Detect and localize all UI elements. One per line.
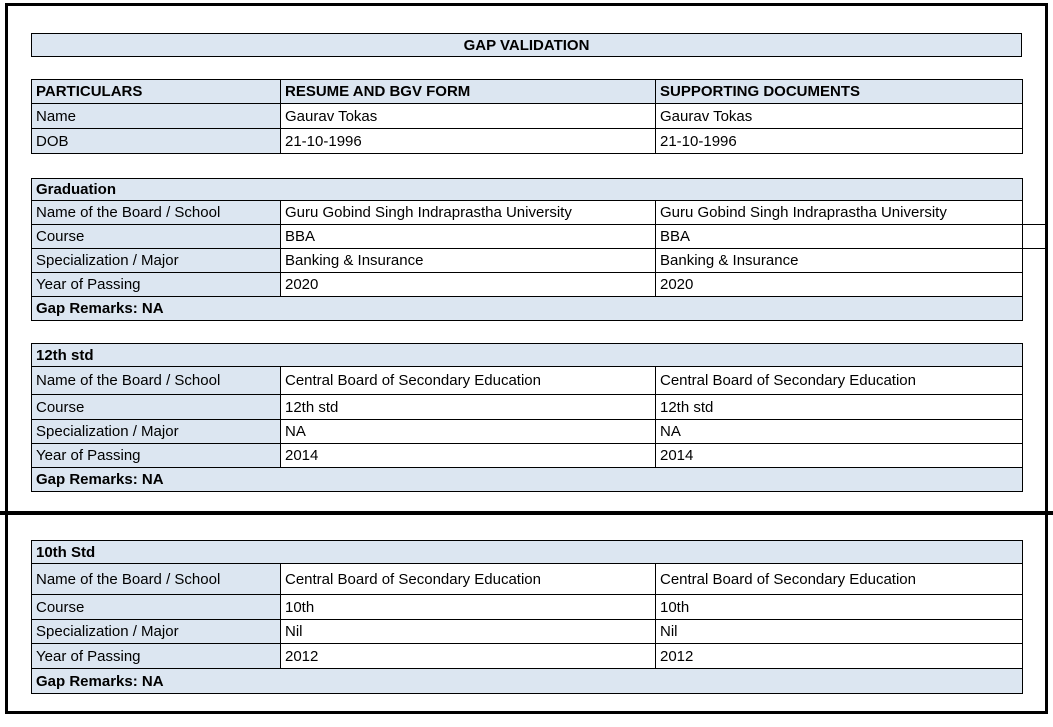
table-row-dob [32,129,1023,154]
row-label: Specialization / Major [32,420,281,444]
row-label: Year of Passing [32,444,281,468]
supporting-value: 2012 [656,644,1023,669]
resume-value: Central Board of Secondary Education [281,564,656,595]
section-header-row [32,179,1023,201]
resume-value: 2012 [281,644,656,669]
gap-remarks-row [32,468,1023,492]
resume-value: 12th std [281,395,656,420]
table-row-year [32,273,1023,297]
table-row-course [32,595,1023,620]
row-label: DOB [32,129,281,154]
row-label: Specialization / Major [32,249,281,273]
resume-header-cell: RESUME AND BGV FORM [281,80,656,104]
section-title: Graduation [32,179,1023,201]
row-label: Name [32,104,281,129]
gap-remarks: Gap Remarks: NA [32,468,1023,492]
row-label: Year of Passing [32,273,281,297]
resume-value: NA [281,420,656,444]
table-row-year [32,644,1023,669]
supporting-value: Gaurav Tokas [656,104,1023,129]
resume-value: 21-10-1996 [281,129,656,154]
section-header-row [32,344,1023,367]
tenth-std-section-table [31,540,1023,694]
section-header-row [32,541,1023,564]
supporting-value: Nil [656,620,1023,644]
supporting-value: Guru Gobind Singh Indraprastha University [656,201,1023,225]
identity-header-row [32,80,1023,104]
section-title: 12th std [32,344,1023,367]
gap-remarks-row [32,297,1023,321]
resume-value: Gaurav Tokas [281,104,656,129]
table-row-specialization [32,420,1023,444]
supporting-value: 10th [656,595,1023,620]
row-label: Name of the Board / School [32,201,281,225]
supporting-value: Central Board of Secondary Education [656,367,1023,395]
document-title [31,33,1022,57]
table-row-specialization [32,249,1023,273]
row-label: Course [32,225,281,249]
page-break-divider [0,511,1053,515]
row-label: Name of the Board / School [32,367,281,395]
row-label: Course [32,595,281,620]
supporting-value: NA [656,420,1023,444]
resume-value: Guru Gobind Singh Indraprastha University [281,201,656,225]
table-row-name [32,104,1023,129]
table-row-board [32,367,1023,395]
identity-table [31,79,1023,154]
table-overflow-line-bottom [1022,248,1048,249]
graduation-section-table [31,178,1023,321]
row-label: Year of Passing [32,644,281,669]
supporting-value: 12th std [656,395,1023,420]
supporting-value: 21-10-1996 [656,129,1023,154]
twelfth-std-section-table [31,343,1023,492]
supporting-value: 2014 [656,444,1023,468]
document-title-text: GAP VALIDATION [463,36,590,54]
row-label: Specialization / Major [32,620,281,644]
table-overflow-line-top [1022,224,1048,225]
supporting-value: Central Board of Secondary Education [656,564,1023,595]
table-row-year [32,444,1023,468]
row-label: Name of the Board / School [32,564,281,595]
gap-remarks: Gap Remarks: NA [32,669,1023,694]
row-label: Course [32,395,281,420]
resume-value: 10th [281,595,656,620]
resume-value: Central Board of Secondary Education [281,367,656,395]
supporting-value: BBA [656,225,1023,249]
resume-value: Nil [281,620,656,644]
table-row-course [32,225,1023,249]
supporting-value: Banking & Insurance [656,249,1023,273]
table-row-board [32,201,1023,225]
resume-value: BBA [281,225,656,249]
gap-remarks: Gap Remarks: NA [32,297,1023,321]
supporting-header-cell: SUPPORTING DOCUMENTS [656,80,1023,104]
particulars-header-cell: PARTICULARS [32,80,281,104]
table-row-specialization [32,620,1023,644]
resume-value: 2014 [281,444,656,468]
resume-value: 2020 [281,273,656,297]
gap-remarks-row [32,669,1023,694]
table-row-board [32,564,1023,595]
section-title: 10th Std [32,541,1023,564]
table-row-course [32,395,1023,420]
supporting-value: 2020 [656,273,1023,297]
resume-value: Banking & Insurance [281,249,656,273]
